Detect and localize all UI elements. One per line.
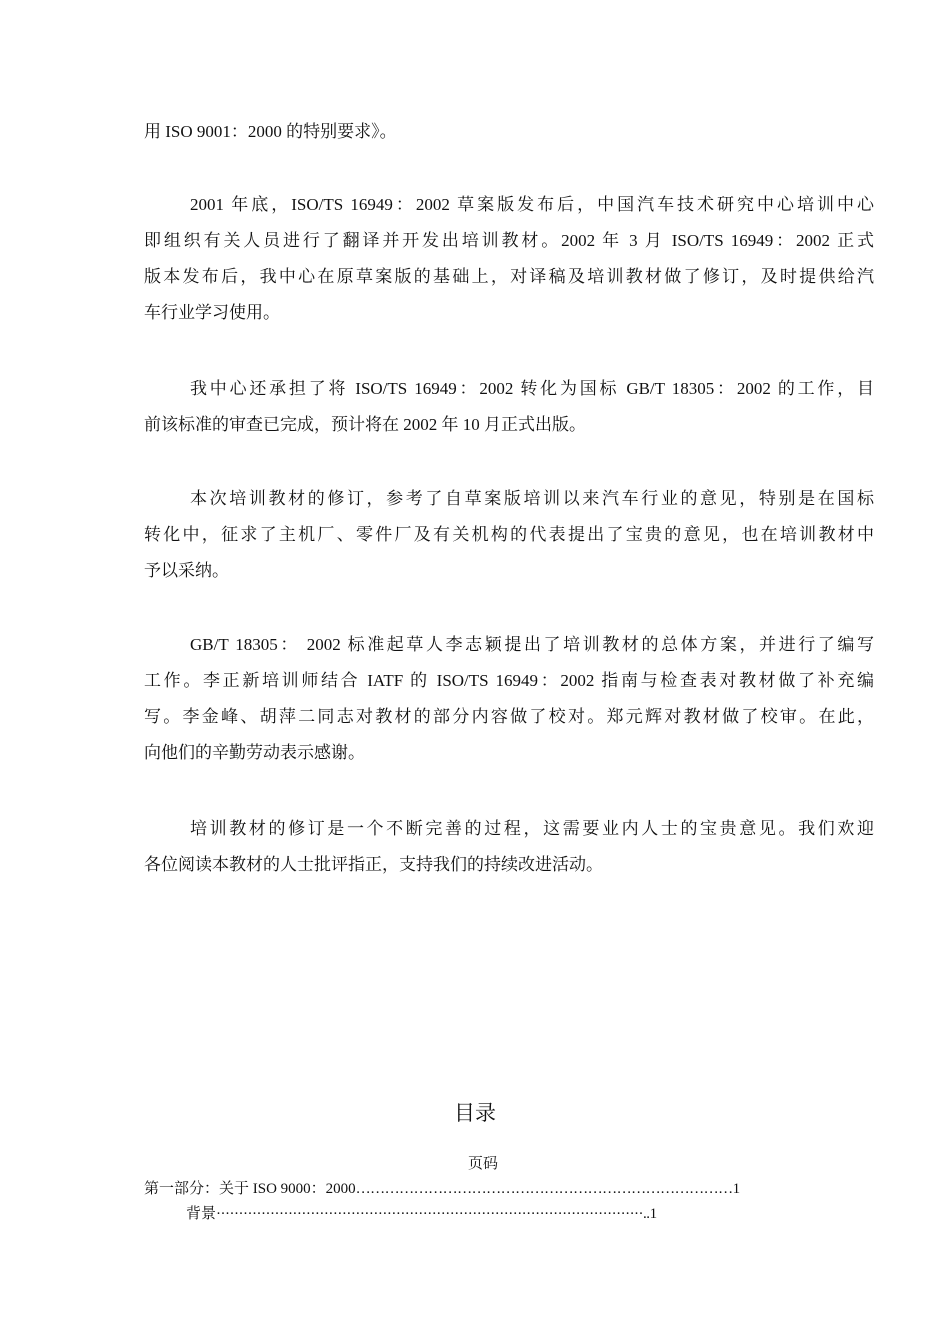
toc-title: 目录 — [454, 1101, 496, 1125]
paragraph-line: 写。李金峰、胡萍二同志对教材的部分内容做了校对。郑元辉对教材做了校审。在此， — [144, 707, 874, 726]
paragraph-feedback-invitation — [144, 811, 874, 883]
paragraph-line: 我中心还承担了将 ISO/TS 16949：2002 转化为国标 GB/T 18305：2002 的工作，目 — [190, 379, 874, 398]
paragraph-national-standard — [144, 371, 874, 443]
paragraph-line: 予以采纳。 — [144, 561, 229, 580]
toc-entry-label: 第一部分：关于 ISO 9000：2000 — [144, 1181, 356, 1197]
toc-entry-page: 1 — [649, 1206, 658, 1222]
paragraph-draft-release — [144, 187, 874, 331]
paragraph-line: 向他们的辛勤劳动表示感谢。 — [144, 743, 365, 762]
toc-entry-label: 背景 — [186, 1206, 217, 1222]
toc-dot-leader: ·······························································································.. — [216, 1206, 650, 1222]
toc-entry-page: 1 — [732, 1181, 741, 1197]
paragraph-line: 车行业学习使用。 — [144, 303, 280, 322]
paragraph-line: 各位阅读本教材的人士批评指正，支持我们的持续改进活动。 — [144, 855, 603, 874]
paragraph-line: 培训教材的修订是一个不断完善的过程，这需要业内人士的宝贵意见。我们欢迎 — [190, 819, 874, 838]
paragraph-line: 本次培训教材的修订，参考了自草案版培训以来汽车行业的意见，特别是在国标 — [190, 489, 874, 508]
paragraph-line: 2001 年底，ISO/TS 16949：2002 草案版发布后，中国汽车技术研究中心培训中心 — [190, 195, 874, 214]
paragraph-line: 即组织有关人员进行了翻译并开发出培训教材。2002 年 3 月 ISO/TS 16949：2002 正式 — [144, 231, 874, 250]
paragraph-acknowledgements — [144, 627, 874, 771]
toc-dot-leader: …………………………………………………………………… — [355, 1181, 733, 1197]
paragraph-line: 用 ISO 9001：2000 的特别要求》。 — [144, 122, 397, 141]
paragraph-continuation — [144, 114, 874, 150]
toc-page-number-header: 页码 — [467, 1156, 498, 1172]
toc-entry-part-one[interactable] — [144, 1178, 816, 1200]
paragraph-line: 版本发布后，我中心在原草案版的基础上，对译稿及培训教材做了修订，及时提供给汽 — [144, 267, 874, 286]
paragraph-revision-feedback — [144, 481, 874, 589]
paragraph-line: 前该标准的审查已完成，预计将在 2002 年 10 月正式出版。 — [144, 415, 586, 434]
paragraph-line: GB/T 18305： 2002 标准起草人李志颖提出了培训教材的总体方案，并进行了编写 — [190, 635, 874, 654]
paragraph-line: 转化中，征求了主机厂、零件厂及有关机构的代表提出了宝贵的意见，也在培训教材中 — [144, 525, 874, 544]
paragraph-line: 工作。李正新培训师结合 IATF 的 ISO/TS 16949：2002 指南与检查表对教材做了补充编 — [144, 671, 874, 690]
toc-entry-background[interactable] — [186, 1203, 776, 1225]
